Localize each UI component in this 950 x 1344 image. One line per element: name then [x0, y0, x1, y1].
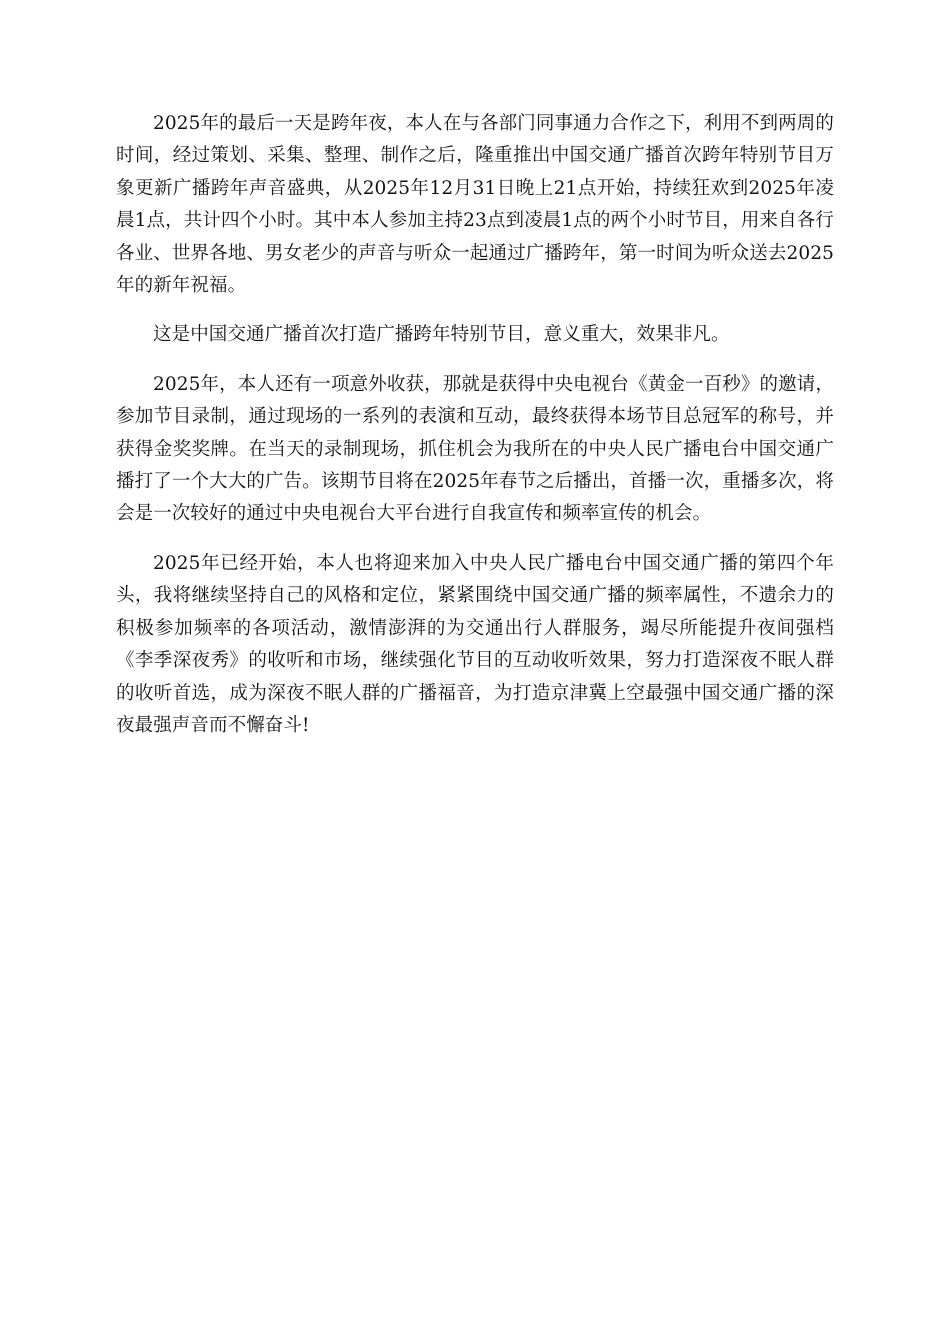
paragraph-future-plans: 2025年已经开始，本人也将迎来加入中央人民广播电台中国交通广播的第四个年头，我将继续坚持自己的风格和定位，紧紧围绕中国交通广播的频率属性，不遗余力的积极参加频率的各项活动，激情澎湃的为交通出行人群服务，竭尽所能提升夜间强档《李季深夜秀》的收听和市场，继续强化节目的互动收听效果，努力打造深夜不眠人群的收听首选，成为深夜不眠人群的广播福音，为打造京津冀上空最强中国交通广播的深夜最强声音而不懈奋斗! [116, 552, 834, 736]
document-body [116, 108, 834, 759]
paragraph-cctv-show: 2025年，本人还有一项意外收获，那就是获得中央电视台《黄金一百秒》的邀请，参加节目录制，通过现场的一系列的表演和互动，最终获得本场节目总冠军的称号，并获得金奖奖牌。在当天的录制现场，抓住机会为我所在的中央人民广播电台中国交通广播打了一个大大的广告。该期节目将在2025年春节之后播出，首播一次，重播多次，将会是一次较好的通过中央电视台大平台进行自我宣传和频率宣传的机会。 [116, 373, 834, 525]
paragraph-new-year-special: 2025年的最后一天是跨年夜，本人在与各部门同事通力合作之下，利用不到两周的时间，经过策划、采集、整理、制作之后，隆重推出中国交通广播首次跨年特别节目万象更新广播跨年声音盛典，从2025年12月31日晚上21点开始，持续狂欢到2025年凌晨1点，共计四个小时。其中本人参加主持23点到凌晨1点的两个小时节目，用来自各行各业、世界各地、男女老少的声音与听众一起通过广播跨年，第一时间为听众送去2025年的新年祝福。 [116, 113, 834, 297]
paragraph-significance: 这是中国交通广播首次打造广播跨年特别节目，意义重大，效果非凡。 [153, 324, 730, 346]
